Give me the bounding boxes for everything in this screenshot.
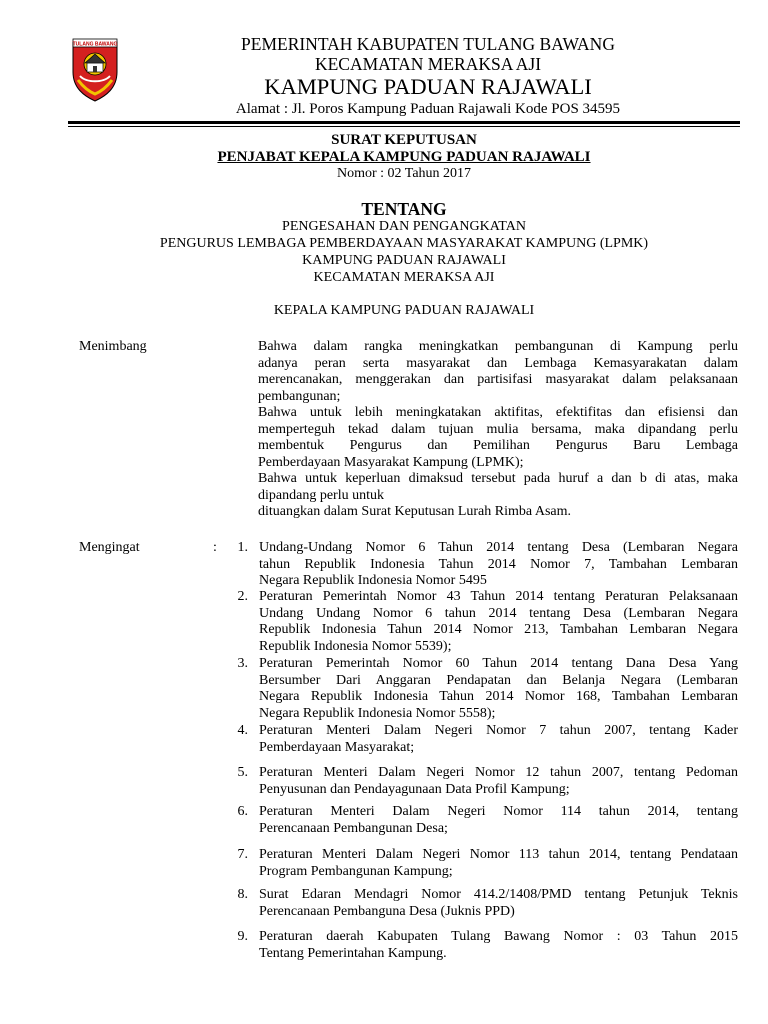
authority-heading: KEPALA KAMPUNG PADUAN RAJAWALI bbox=[273, 303, 535, 318]
list-item bbox=[259, 656, 738, 722]
list-item-line: Peraturan Menteri Dalam Negeri Nomor 7 tahun 2007, tentang Kader bbox=[259, 723, 738, 738]
menimbang-line: Pemberdayaan Masyarakat Kampung (LPMK); bbox=[258, 454, 524, 470]
subject-line: KECAMATAN MERAKSA AJI bbox=[313, 270, 495, 285]
menimbang-line: dituangkan dalam Surat Keputusan Lurah Rimba Asam. bbox=[258, 504, 571, 519]
list-item bbox=[259, 540, 738, 590]
subject-line: PENGESAHAN DAN PENGANGKATAN bbox=[282, 219, 526, 234]
regency-coat-of-arms-logo bbox=[70, 36, 120, 102]
list-item-line: Perencanaan Pembangunan Desa; bbox=[259, 820, 448, 836]
list-item-line: Peraturan Pemerintah Nomor 43 Tahun 2014 tentang Peraturan Pelaksanaan bbox=[259, 589, 738, 604]
list-item-line: Peraturan Menteri Dalam Negeri Nomor 12 tahun 2007, tentang Pedoman bbox=[259, 765, 738, 780]
list-item-line: Bersumber Dari Anggaran Pendapatan dan Belanja Negara (Lembaran bbox=[259, 672, 738, 688]
list-item-line: Republik Indonesia Nomor 5539); bbox=[259, 638, 452, 654]
list-item-line: Republik Indonesia Tahun 2014 Nomor 213, Tambahan Lembaran Negara bbox=[259, 622, 738, 637]
list-item-number: 1. bbox=[237, 540, 248, 555]
list-item-line: tahun Republik Indonesia Tahun 2014 Nomor 7, Tambahan Lembaran bbox=[259, 556, 738, 572]
list-item-line: Peraturan daerah Kabupaten Tulang Bawang Nomor : 03 Tahun 2015 bbox=[259, 929, 738, 944]
list-item bbox=[259, 723, 738, 756]
list-item-line: Penyusunan dan Pendayagunaan Data Profil Kampung; bbox=[259, 781, 570, 797]
list-item bbox=[259, 765, 738, 798]
subject-line: KAMPUNG PADUAN RAJAWALI bbox=[302, 253, 506, 268]
district-name: KECAMATAN MERAKSA AJI bbox=[314, 54, 542, 74]
letterhead-rule-thick bbox=[68, 121, 740, 124]
list-item-number: 3. bbox=[237, 656, 248, 671]
menimbang-line: Bahwa untuk lebih meningkatakan aktifitas, efektifitas dan efisiensi dan bbox=[258, 405, 738, 420]
list-item bbox=[259, 929, 738, 962]
list-item bbox=[259, 847, 738, 880]
list-item-line: Peraturan Pemerintah Nomor 60 Tahun 2014 tentang Dana Desa Yang bbox=[259, 656, 738, 671]
menimbang-line: pembangunan; bbox=[258, 388, 341, 404]
list-item-line: Pemberdayaan Masyarakat; bbox=[259, 739, 415, 755]
address-line: Alamat : Jl. Poros Kampung Paduan Rajawali Kode POS 34595 bbox=[235, 101, 621, 117]
list-item-line: Program Pembangunan Kampung; bbox=[259, 863, 453, 879]
tentang-heading: TENTANG bbox=[361, 199, 447, 219]
list-item-line: Undang-Undang Nomor 6 Tahun 2014 tentang Desa (Lembaran Negara bbox=[259, 540, 738, 555]
list-item-line: Negara Republik Indonesia Nomor 5495 bbox=[259, 573, 487, 588]
list-item-line: Surat Edaran Mendagri Nomor 414.2/1408/PMD tentang Petunjuk Teknis bbox=[259, 887, 738, 902]
list-item-line: Peraturan Menteri Dalam Negeri Nomor 114 tahun 2014, tentang bbox=[259, 804, 738, 819]
list-item bbox=[259, 589, 738, 655]
menimbang-text bbox=[258, 339, 738, 521]
list-item bbox=[259, 887, 738, 920]
subject-line: PENGURUS LEMBAGA PEMBERDAYAAN MASYARAKAT KAMPUNG (LPMK) bbox=[159, 236, 649, 251]
list-item-line: Undang Undang Nomor 6 tahun 2014 tentang Desa (Lembaran Negara bbox=[259, 605, 738, 621]
menimbang-line: dipandang perlu untuk bbox=[258, 487, 384, 503]
village-name: KAMPUNG PADUAN RAJAWALI bbox=[264, 74, 592, 99]
svg-text:TULANG BAWANG: TULANG BAWANG bbox=[72, 41, 118, 48]
menimbang-line: Bahwa dalam rangka meningkatkan pembangunan di Kampung perlu bbox=[258, 339, 738, 354]
list-item-number: 5. bbox=[237, 765, 248, 780]
list-item-number: 6. bbox=[237, 804, 248, 819]
list-item-line: Tentang Pemerintahan Kampung. bbox=[259, 945, 447, 961]
decree-number: Nomor : 02 Tahun 2017 bbox=[336, 166, 472, 181]
menimbang-line: memperteguh tekad dalam tujuan mulia bersama, maka dipandang perlu bbox=[258, 421, 738, 437]
menimbang-line: Bahwa untuk keperluan dimaksud tersebut pada huruf a dan b di atas, maka bbox=[258, 471, 738, 486]
list-item bbox=[259, 804, 738, 837]
menimbang-label: Menimbang bbox=[79, 339, 147, 354]
list-item-line: Peraturan Menteri Dalam Negeri Nomor 113 tahun 2014, tentang Pendataan bbox=[259, 847, 738, 862]
mengingat-label: Mengingat bbox=[79, 540, 140, 555]
decree-issuer: PENJABAT KEPALA KAMPUNG PADUAN RAJAWALI bbox=[217, 149, 591, 165]
list-item-line: Negara Republik Indonesia Nomor 5558); bbox=[259, 705, 496, 721]
mengingat-colon: : bbox=[213, 540, 217, 555]
menimbang-line: membentuk Pengurus dan Pemilihan Pengurus Baru Lembaga bbox=[258, 438, 738, 453]
list-item-number: 4. bbox=[237, 723, 248, 738]
list-item-number: 9. bbox=[237, 929, 248, 944]
list-item-line: Negara Republik Indonesia Tahun 2014 Nomor 168, Tambahan Lembaran bbox=[259, 689, 738, 704]
menimbang-line: adanya peran serta masyarakat dan Lembaga Kemasyarakatan dalam bbox=[258, 355, 738, 371]
letterhead-rule-thin bbox=[68, 126, 740, 127]
list-item-number: 8. bbox=[237, 887, 248, 902]
list-item-number: 7. bbox=[237, 847, 248, 862]
decree-type: SURAT KEPUTUSAN bbox=[331, 132, 477, 148]
list-item-number: 2. bbox=[237, 589, 248, 604]
list-item-line: Perencanaan Pembanguna Desa (Juknis PPD) bbox=[259, 903, 515, 919]
government-name: PEMERINTAH KABUPATEN TULANG BAWANG bbox=[241, 34, 615, 54]
menimbang-line: merencanakan, menggerakan dan partisifasi masyarakat dalam pelaksanaan bbox=[258, 372, 738, 387]
